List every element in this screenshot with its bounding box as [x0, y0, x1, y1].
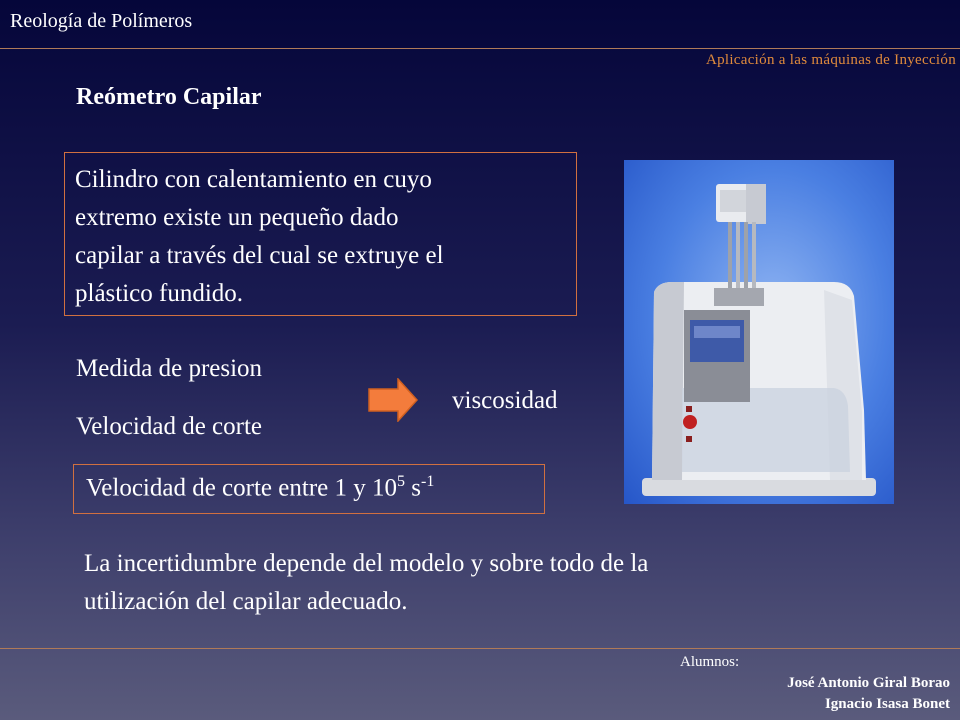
range-exponent: 5 [397, 473, 405, 490]
header-title: Reología de Polímeros [10, 10, 193, 32]
description-line: extremo existe un pequeño dado [75, 204, 399, 231]
note-line: utilización del capilar adecuado. [84, 588, 408, 615]
range-unit-exponent: -1 [420, 473, 435, 490]
slide-title: Reómetro Capilar [76, 84, 262, 110]
shear-rate-range-box [73, 464, 545, 514]
rheometer-photo [624, 160, 894, 504]
credit-name: Ignacio Isasa Bonet [824, 696, 950, 712]
description-line: capilar a través del cual se extruye el [75, 242, 444, 269]
range-prefix: Velocidad de corte entre 1 y 10 [86, 474, 397, 502]
input-pressure: Medida de presion [76, 355, 263, 382]
input-shear-rate: Velocidad de corte [76, 413, 263, 440]
range-unit: s [405, 474, 421, 502]
rheometer-illustration [624, 160, 894, 504]
description-line: plástico fundido. [75, 280, 244, 307]
header-subtitle: Aplicación a las máquinas de Inyección [705, 52, 956, 68]
description-line: Cilindro con calentamiento en cuyo [75, 166, 432, 193]
result-viscosity: viscosidad [452, 387, 558, 414]
footer-divider [0, 648, 960, 649]
note-line: La incertidumbre depende del modelo y sobre todo de la [84, 550, 649, 577]
uncertainty-note [84, 545, 844, 621]
header-divider [0, 48, 960, 49]
right-arrow-icon [368, 378, 418, 422]
description-box [64, 152, 577, 316]
credits-label: Alumnos: [680, 654, 740, 670]
credit-name: José Antonio Giral Borao [787, 675, 950, 691]
